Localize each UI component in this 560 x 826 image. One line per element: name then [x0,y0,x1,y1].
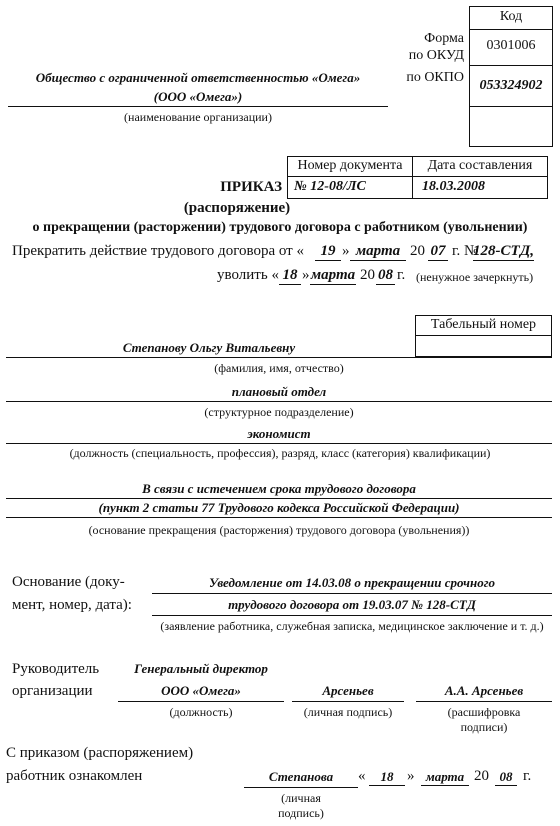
head-position-caption: (должность) [169,705,233,719]
g-suffix: г. [397,267,406,283]
order-subtitle: (распоряжение) [183,200,291,216]
reason-line1: В связи с истечением срока трудового договора [142,481,416,496]
employee-name: Степанову Ольгу Витальевну [122,340,296,355]
doc-date-header: Дата составления [427,158,533,173]
acq-day: 18 [369,769,405,786]
g-suffix: г. [523,768,532,784]
g-no: г. № [452,243,479,259]
acq-signature-underline [244,787,358,788]
head-signature: Арсеньев [322,683,374,698]
code-box-frame [469,6,553,147]
order-title: ПРИКАЗ [220,179,282,195]
head-decoding-caption: (расшифровка подписи) [447,705,521,734]
basis-label-1: Основание (доку- [12,574,125,590]
code-box-divider [469,65,553,66]
doc-number: № 12-08/ЛС [294,179,366,194]
okpo-label: по ОКПО [406,70,464,85]
dismiss-year: 08 [378,267,393,283]
quote-open: « [358,768,366,784]
tab-number-value-cell [415,335,552,357]
head-signature-caption: (личная подпись) [303,705,393,719]
code-box-divider [469,106,553,107]
year-prefix: 20 [360,267,375,283]
okpo-value: 053324902 [479,78,543,93]
basis-underline [152,615,552,616]
dismiss-month: марта [310,267,356,283]
contract-year: 07 [428,243,448,261]
org-caption: (наименование организации) [124,110,272,124]
head-position-1: Генеральный директор [134,661,268,676]
basis-value-1: Уведомление от 14.03.08 о прекращении срочного [208,575,496,590]
year-prefix: 20 [410,243,425,259]
code-header: Код [499,9,523,24]
position-caption: (должность (специальность, профессия), разряд, класс (категория) квалификации) [69,446,491,460]
quote-close: » [342,243,350,259]
year-prefix: 20 [474,768,489,784]
employee-name-underline [6,357,552,358]
org-name-underline [8,106,388,107]
contract-number: 128-СТД, [473,243,535,259]
contract-day: 19 [315,243,341,261]
head-position-underline [118,701,284,702]
head-position-2: ООО «Омега» [161,683,241,698]
employee-name-caption: (фамилия, имя, отчество) [214,361,344,375]
acq-signature: Степанова [268,769,334,784]
strike-note: (ненужное зачеркнуть) [416,270,534,284]
dept-caption: (структурное подразделение) [204,405,354,419]
reason-underline [6,517,552,518]
acq-year: 08 [495,769,517,786]
basis-value-2: трудового договора от 19.03.07 № 128-СТД [228,597,476,612]
basis-underline [152,593,552,594]
reason-caption: (основание прекращения (расторжения) трудового договора (увольнения)) [88,523,470,537]
terminate-text: Прекратить действие трудового договора от « [12,243,304,259]
org-full-name: Общество с ограниченной ответственностью «Омега» [35,70,361,85]
order-subject: о прекращении (расторжении) трудового договора с работником (увольнении) [32,220,528,235]
quote-close: » [302,267,310,283]
head-signature-underline [292,701,404,702]
okud-label: Форма по ОКУД [408,31,464,63]
head-label-1: Руководитель [12,661,100,677]
dept-underline [6,401,552,402]
acq-signature-caption: (личная подпись) [278,791,324,820]
basis-caption: (заявление работника, служебная записка, медицинское заключение и т. д.) [160,619,544,633]
doc-date: 18.03.2008 [422,179,485,194]
reason-line2: (пункт 2 статьи 77 Трудового кодекса Российской Федерации) [98,500,460,515]
doc-number-header: Номер документа [297,158,403,173]
head-decoding: А.А. Арсеньев [444,683,524,698]
code-box-divider [469,29,553,30]
tab-number-header: Табельный номер [430,317,537,332]
head-decoding-underline [416,701,552,702]
position-underline [6,443,552,444]
acq-month: марта [421,769,469,786]
dismiss-day: 18 [279,267,301,285]
basis-label-2: мент, номер, дата): [12,597,132,613]
head-label-2: организации [12,683,93,699]
okud-value: 0301006 [486,38,536,53]
dismiss-text: уволить « [217,267,279,283]
acq-label-1: С приказом (распоряжением) [6,745,194,761]
employee-position: экономист [247,426,311,441]
reason-underline [6,498,552,499]
acq-label-2: работник ознакомлен [6,768,143,784]
org-short-name: (ООО «Омега») [153,89,243,104]
contract-month: марта [350,243,406,261]
quote-close: » [407,768,415,784]
employee-dept: плановый отдел [231,384,327,399]
